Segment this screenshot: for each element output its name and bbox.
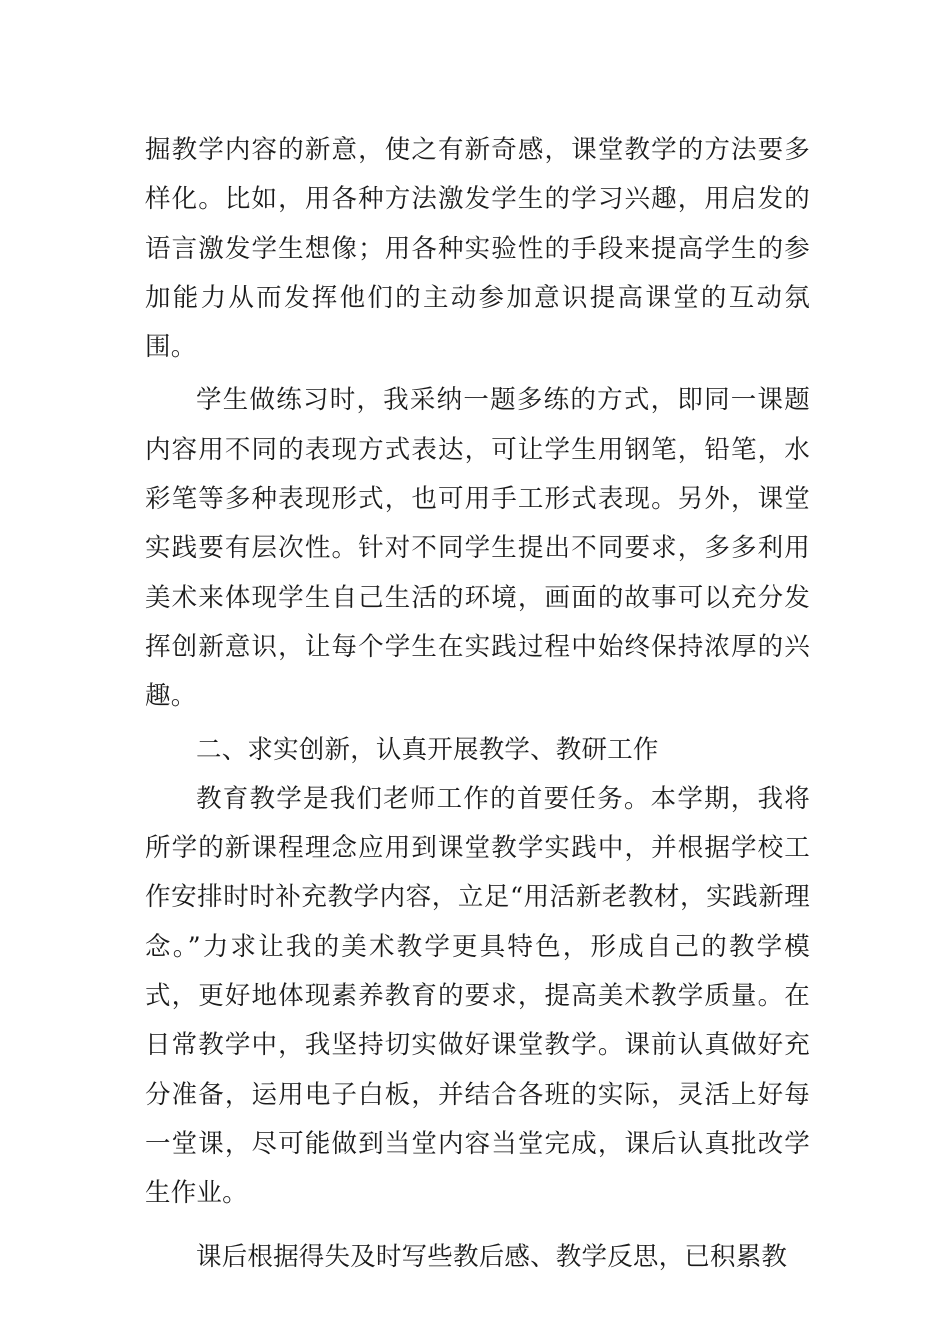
paragraph-continuation: 掘教学内容的新意，使之有新奇感，课堂教学的方法要多样化。比如，用各种方法激发学生的学习兴趣，用启发的语言激发学生想像；用各种实验性的手段来提高学生的参加能力从而发挥他们的主动参加意识提高课堂的互动氛围。: [145, 135, 810, 363]
paragraph-practice: 学生做练习时，我采纳一题多练的方式，即同一课题内容用不同的表现方式表达，可让学生用钢笔，铅笔，水彩笔等多种表现形式，也可用手工形式表现。另外，课堂实践要有层次性。针对不同学生提出不同要求，多多利用美术来体现学生自己生活的环境，画面的故事可以充分发挥创新意识，让每个学生在实践过程中始终保持浓厚的兴趣。: [145, 385, 810, 712]
paragraph-reflection: 课后根据得失及时写些教后感、教学反思，已积累教: [196, 1241, 788, 1272]
paragraph-teaching: 教育教学是我们老师工作的首要任务。本学期，我将所学的新课程理念应用到课堂教学实践中，并根据学校工作安排时时补充教学内容，立足“用活新老教材，实践新理念。”力求让我的美术教学更具特色，形成自己的教学模式，更好地体现素养教育的要求，提高美术教学质量。在日常教学中，我坚持切实做好课堂教学。课前认真做好充分准备，运用电子白板，并结合各班的实际，灵活上好每一堂课，尽可能做到当堂内容当堂完成，课后认真批改学生作业。: [145, 783, 810, 1209]
document-body: [145, 126, 810, 1282]
section-heading: 二、求实创新，认真开展教学、教研工作: [196, 734, 659, 765]
